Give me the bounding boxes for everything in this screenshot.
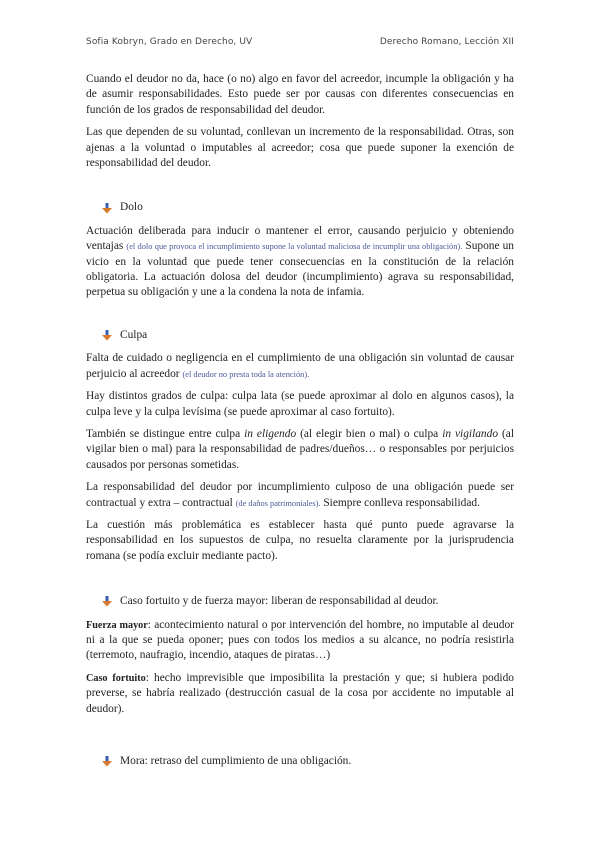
mora-heading: Mora: retraso del cumplimiento de una obligación.	[120, 755, 352, 767]
arrow-bullet-icon	[101, 596, 113, 607]
dolo-note: (el dolo que provoca el incumplimiento supone la voluntad maliciosa de incumplir una obligación).	[126, 242, 463, 252]
document-body	[86, 72, 514, 777]
culpa-note-2: (de daños patrimoniales).	[235, 498, 321, 508]
caso-fortuito-paragraph: Caso fortuito: hecho imprevisible que imposibilita la prestación y que; si hubiera podido preverse, se habría realizado (destrucción casual de la cosa por accidente no imputable al deudor).	[86, 671, 514, 715]
intro-paragraph-1: Cuando el deudor no da, hace (o no) algo en favor del acreedor, incumple la obligación y ha de asumir responsabilidades. Esto puede ser por causas con diferentes consecuencias en función de los grados de responsabilidad del deudor.	[86, 73, 514, 116]
culpa-note: (el deudor no presta toda la atención).	[182, 369, 310, 379]
arrow-bullet-icon	[101, 330, 113, 341]
arrow-bullet-icon	[101, 203, 113, 214]
intro-paragraph-2: Las que dependen de su voluntad, conllevan un incremento de la responsabilidad. Otras, son ajenas a la voluntad o imputables al acreedor; cosa que puede suponer la exención de responsabilidad del deudor.	[86, 126, 514, 170]
culpa-paragraph-4: La responsabilidad del deudor por incumplimiento culposo de una obligación puede ser contractual y extra – contractual (de daños patrimoniales). Siempre conlleva responsabilidad.	[86, 481, 514, 509]
section-heading-dolo	[101, 200, 514, 215]
section-heading-culpa	[101, 328, 514, 343]
culpa-paragraph-3: También se distingue entre culpa in eligendo (al elegir bien o mal) o culpa in vigilando (al vigilar bien o mal) para la responsabilidad de padres/dueños… o responsables por perjuicios causados por personas sometidas.	[86, 427, 514, 471]
fuerza-mayor-label: Fuerza mayor	[86, 619, 148, 631]
culpa-paragraph-5: La cuestión más problemática es establecer hasta qué punto puede agravarse la responsabilidad en los supuestos de culpa, no resuelta claramente por la jurisprudencia romana (se podía excluir mediante pacto).	[86, 518, 514, 562]
fuerza-mayor-paragraph: Fuerza mayor: acontecimiento natural o por intervención del hombre, no imputable al deudor ni a la que se pueda oponer; pues con todos los medios a su alcance, no podría resistirla (terremoto, naufragio, incendio, ataques de piratas…)	[86, 618, 514, 662]
culpa-heading: Culpa	[120, 328, 148, 341]
section-heading-mora	[101, 754, 514, 769]
dolo-paragraph: Actuación deliberada para inducir o mantener el error, causando perjuicio y obteniendo ventajas (el dolo que provoca el incumplimiento supone la voluntad maliciosa de incumplir una obligación). Supone un vicio en la voluntad que puede tener consecuencias en la constitución de la relación obligatoria. La actuación dolosa del deudor (incumplimiento) agrava su responsabilidad, perpetua su obligación y une a la condena la nota de infamia.	[86, 224, 514, 299]
culpa-paragraph-1: Falta de cuidado o negligencia en el cumplimiento de una obligación sin voluntad de causar perjuicio al acreedor (el deudor no presta toda la atención).	[86, 352, 514, 380]
caso-fortuito-label: Caso fortuito	[86, 672, 146, 684]
culpa-paragraph-2: Hay distintos grados de culpa: culpa lata (se puede aproximar al dolo en algunos casos), la culpa leve y la culpa levísima (se puede aproximar al caso fortuito).	[86, 390, 514, 418]
caso-heading: Caso fortuito y de fuerza mayor: liberan de responsabilidad al deudor.	[120, 595, 439, 608]
page-header	[86, 37, 514, 47]
section-heading-caso-fortuito	[101, 594, 514, 609]
dolo-heading: Dolo	[120, 201, 143, 214]
arrow-bullet-icon	[101, 756, 113, 767]
header-course: Derecho Romano, Lección XII	[379, 37, 514, 47]
header-author: Sofia Kobryn, Grado en Derecho, UV	[86, 37, 253, 47]
